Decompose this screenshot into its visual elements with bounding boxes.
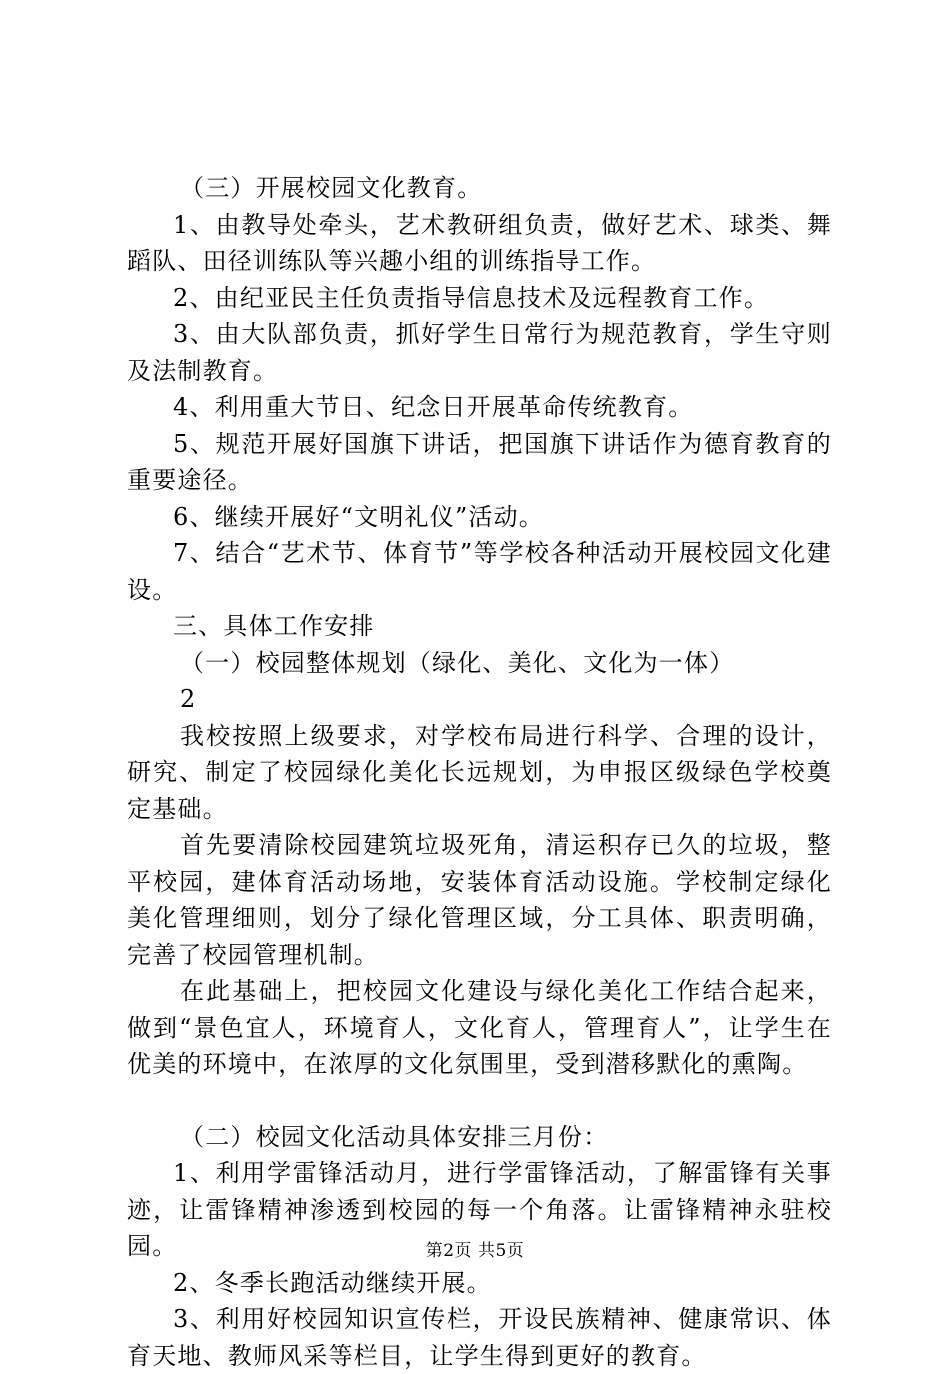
list-item: 3、利用好校园知识宣传栏，开设民族精神、健康常识、体育天地、教师风采等栏目，让学生得到更好的教育。 — [127, 1305, 832, 1370]
list-item: 5、规范开展好国旗下讲话，把国旗下讲话作为德育教育的重要途径。 — [127, 429, 832, 494]
list-item: 7、结合“艺术节、体育节”等学校各种活动开展校园文化建设。 — [127, 539, 832, 604]
list-item: 2、冬季长跑活动继续开展。 — [173, 1268, 492, 1297]
list-item: 3、由大队部负责，抓好学生日常行为规范教育，学生守则及法制教育。 — [127, 320, 832, 385]
paragraph-gap — [127, 1083, 832, 1119]
list-item: 1、由教导处牵头，艺术教研组负责，做好艺术、球类、舞蹈队、田径训练队等兴趣小组的训练指导工作。 — [127, 210, 832, 275]
list-item: 6、继续开展好“文明礼仪”活动。 — [173, 502, 545, 531]
list-item: 1、利用学雷锋活动月，进行学雷锋活动，了解雷锋有关事迹，让雷锋精神渗透到校园的每一个角落。让雷锋精神永驻校园。 — [127, 1159, 832, 1260]
section-heading-campus-culture-education: （三）开展校园文化教育。 — [180, 174, 483, 202]
stray-number: 2 — [180, 685, 197, 713]
page-body — [127, 170, 832, 1374]
body-paragraph: 首先要清除校园建筑垃圾死角，清运积存已久的垃圾，整平校园，建体育活动场地，安装体育活动设施。学校制定绿化美化管理细则，划分了绿化管理区域，分工具体、职责明确，完善了校园管理机制。 — [127, 831, 832, 969]
subsection-heading-campus-plan: （一）校园整体规划（绿化、美化、文化为一体） — [180, 648, 735, 677]
body-paragraph: 我校按照上级要求，对学校布局进行科学、合理的设计，研究、制定了校园绿化美化长远规划，为申报区级绿色学校奠定基础。 — [127, 721, 832, 823]
section-heading-work-arrangement: 三、具体工作安排 — [173, 612, 375, 640]
body-paragraph: 在此基础上，把校园文化建设与绿化美化工作结合起来，做到“景色宜人，环境育人，文化育人，管理育人”，让学生在优美的环境中，在浓厚的文化氛围里，受到潜移默化的熏陶。 — [127, 977, 832, 1078]
list-item: 4、利用重大节日、纪念日开展革命传统教育。 — [173, 393, 694, 421]
subsection-heading-activity-schedule: （二）校园文化活动具体安排三月份： — [180, 1122, 609, 1151]
page-number-footer: 第2页 共5页 — [425, 1241, 525, 1261]
list-item: 2、由纪亚民主任负责指导信息技术及远程教育工作。 — [173, 283, 770, 312]
